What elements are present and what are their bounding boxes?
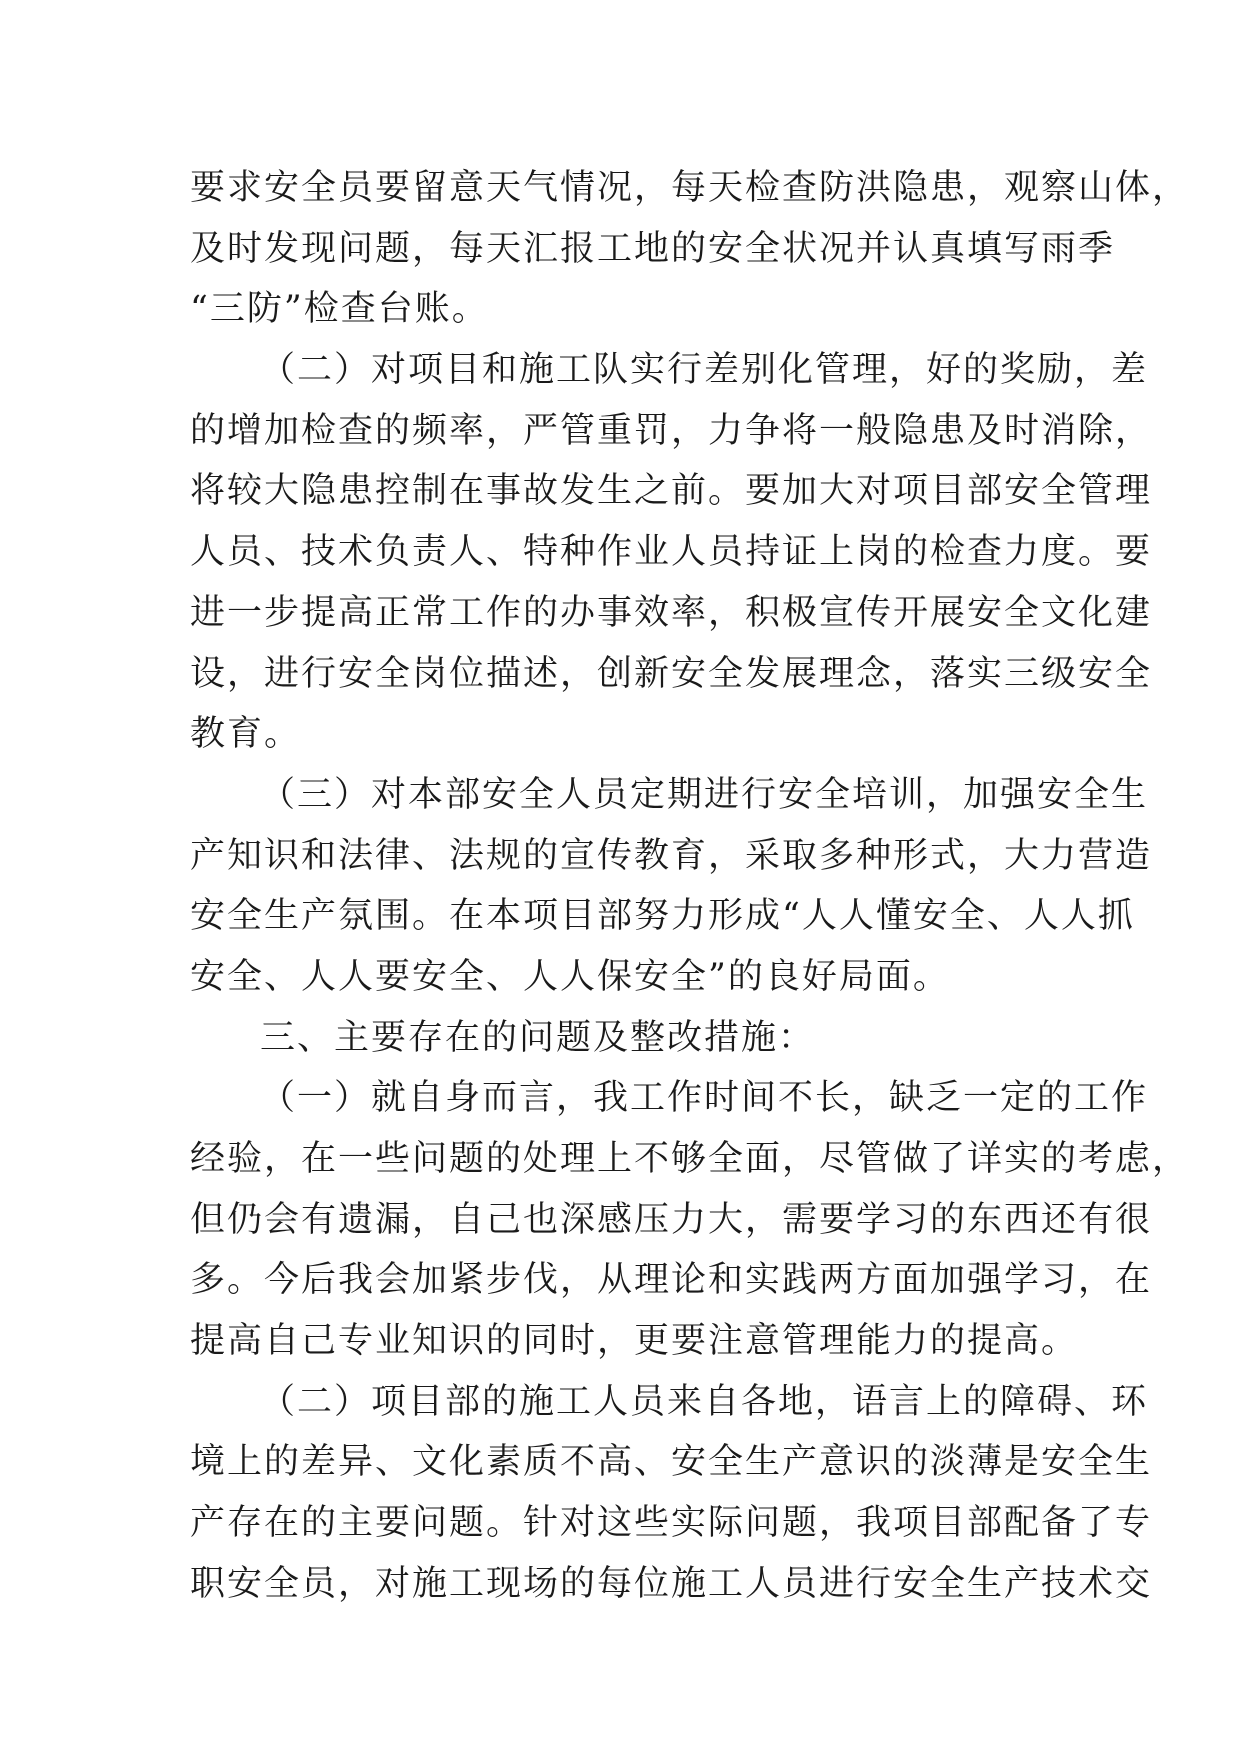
- paragraph-weather-check: [190, 158, 1190, 340]
- paragraph-personal-experience: [190, 1068, 1190, 1371]
- text-line: 境上的差异、文化素质不高、安全生产意识的淡薄是安全生: [190, 1442, 1153, 1483]
- text-line: （一）就自身而言，我工作时间不长，缺乏一定的工作: [260, 1078, 1149, 1119]
- text-line: 产知识和法律、法规的宣传教育，采取多种形式，大力营造: [190, 835, 1153, 876]
- text-line: 教育。: [190, 714, 302, 755]
- text-line: “三防”检查台账。: [190, 289, 489, 330]
- text-line: 但仍会有遗漏，自己也深感压力大，需要学习的东西还有很: [190, 1199, 1153, 1240]
- text-line: 进一步提高正常工作的办事效率，积极宣传开展安全文化建: [190, 592, 1153, 633]
- text-line: 职安全员，对施工现场的每位施工人员进行安全生产技术交: [190, 1563, 1153, 1604]
- text-line: 经验，在一些问题的处理上不够全面，尽管做了详实的考虑，: [190, 1139, 1190, 1179]
- section-heading: 三、主要存在的问题及整改措施：: [260, 1017, 816, 1058]
- text-line: 人员、技术负责人、特种作业人员持证上岗的检查力度。要: [190, 532, 1153, 573]
- text-line: 安全生产氛围。在本项目部努力形成“人人懂安全、人人抓: [190, 896, 1135, 937]
- paragraph-safety-training: [190, 765, 1153, 1008]
- text-line: 的增加检查的频率，严管重罚，力争将一般隐患及时消除，: [190, 410, 1153, 451]
- text-line: 产存在的主要问题。针对这些实际问题，我项目部配备了专: [190, 1503, 1153, 1544]
- text-line: （二）项目部的施工人员来自各地，语言上的障碍、环: [260, 1381, 1149, 1422]
- text-line: 及时发现问题，每天汇报工地的安全状况并认真填写雨季: [190, 228, 1116, 269]
- text-line: （三）对本部安全人员定期进行安全培训，加强安全生: [260, 774, 1149, 815]
- text-line: 设，进行安全岗位描述，创新安全发展理念，落实三级安全: [190, 653, 1153, 694]
- text-line: 要求安全员要留意天气情况，每天检查防洪隐患，观察山体，: [190, 168, 1190, 208]
- document-body: [190, 158, 1190, 1615]
- text-line: 安全、人人要安全、人人保安全”的良好局面。: [190, 956, 950, 997]
- paragraph-differentiated-management: [190, 340, 1153, 765]
- text-line: （二）对项目和施工队实行差别化管理，好的奖励，差: [260, 350, 1149, 391]
- text-line: 提高自己专业知识的同时，更要注意管理能力的提高。: [190, 1321, 1079, 1362]
- paragraph-construction-workers: [190, 1372, 1153, 1615]
- text-line: 多。今后我会加紧步伐，从理论和实践两方面加强学习，在: [190, 1260, 1153, 1301]
- text-line: 将较大隐患控制在事故发生之前。要加大对项目部安全管理: [190, 471, 1153, 512]
- section-heading-problems: [190, 1008, 1056, 1069]
